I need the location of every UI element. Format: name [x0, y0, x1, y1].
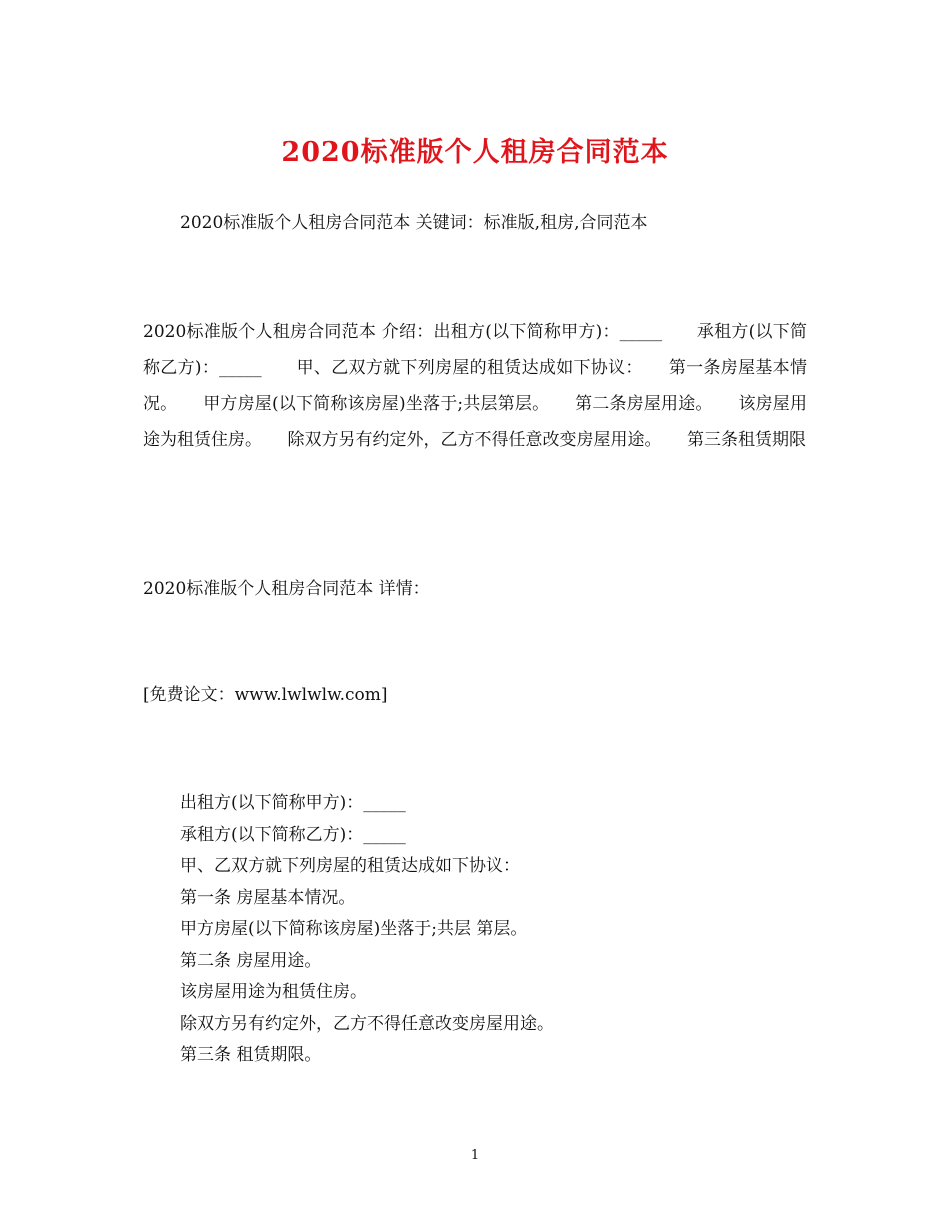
clause-line: 甲方房屋(以下简称该房屋)坐落于;共层 第层。: [180, 919, 528, 939]
clause-line: 甲、乙双方就下列房屋的租赁达成如下协议：: [180, 856, 520, 876]
page-number: 1: [470, 1148, 480, 1163]
intro-paragraph: 2020标准版个人租房合同范本 介绍：出租方(以下简称甲方)：_____ 承租方(以下简称乙方)：_____ 甲、乙双方就下列房屋的租赁达成如下协议： 第一条房屋基本情况。 甲方房屋(以下简称该房屋)坐落于;共层第层。 第二条房屋用途。 该房屋用途为租赁住房。 除双方另有约定外，乙方不得任意改变房屋用途。 第三条租赁期限: [143, 322, 807, 450]
document-title: 2020标准版个人租房合同范本: [281, 137, 669, 168]
clause-list: [180, 788, 820, 1072]
clause-line: 除双方另有约定外，乙方不得任意改变房屋用途。: [180, 1013, 554, 1034]
clause-line: 第三条 租赁期限。: [180, 1045, 322, 1065]
clause-line: 出租方(以下简称甲方)：_____: [180, 793, 406, 813]
clause-line: 第一条 房屋基本情况。: [180, 887, 356, 908]
keywords-line: 2020标准版个人租房合同范本 关键词：标准版,租房,合同范本: [180, 213, 648, 233]
details-label: 2020标准版个人租房合同范本 详情：: [143, 579, 430, 599]
clause-line: 该房屋用途为租赁住房。: [180, 982, 367, 1002]
source-link-text: [免费论文：www.lwlwlw.com]: [143, 685, 388, 705]
clause-line: 第二条 房屋用途。: [180, 950, 322, 971]
clause-line: 承租方(以下简称乙方)：_____: [180, 824, 406, 845]
